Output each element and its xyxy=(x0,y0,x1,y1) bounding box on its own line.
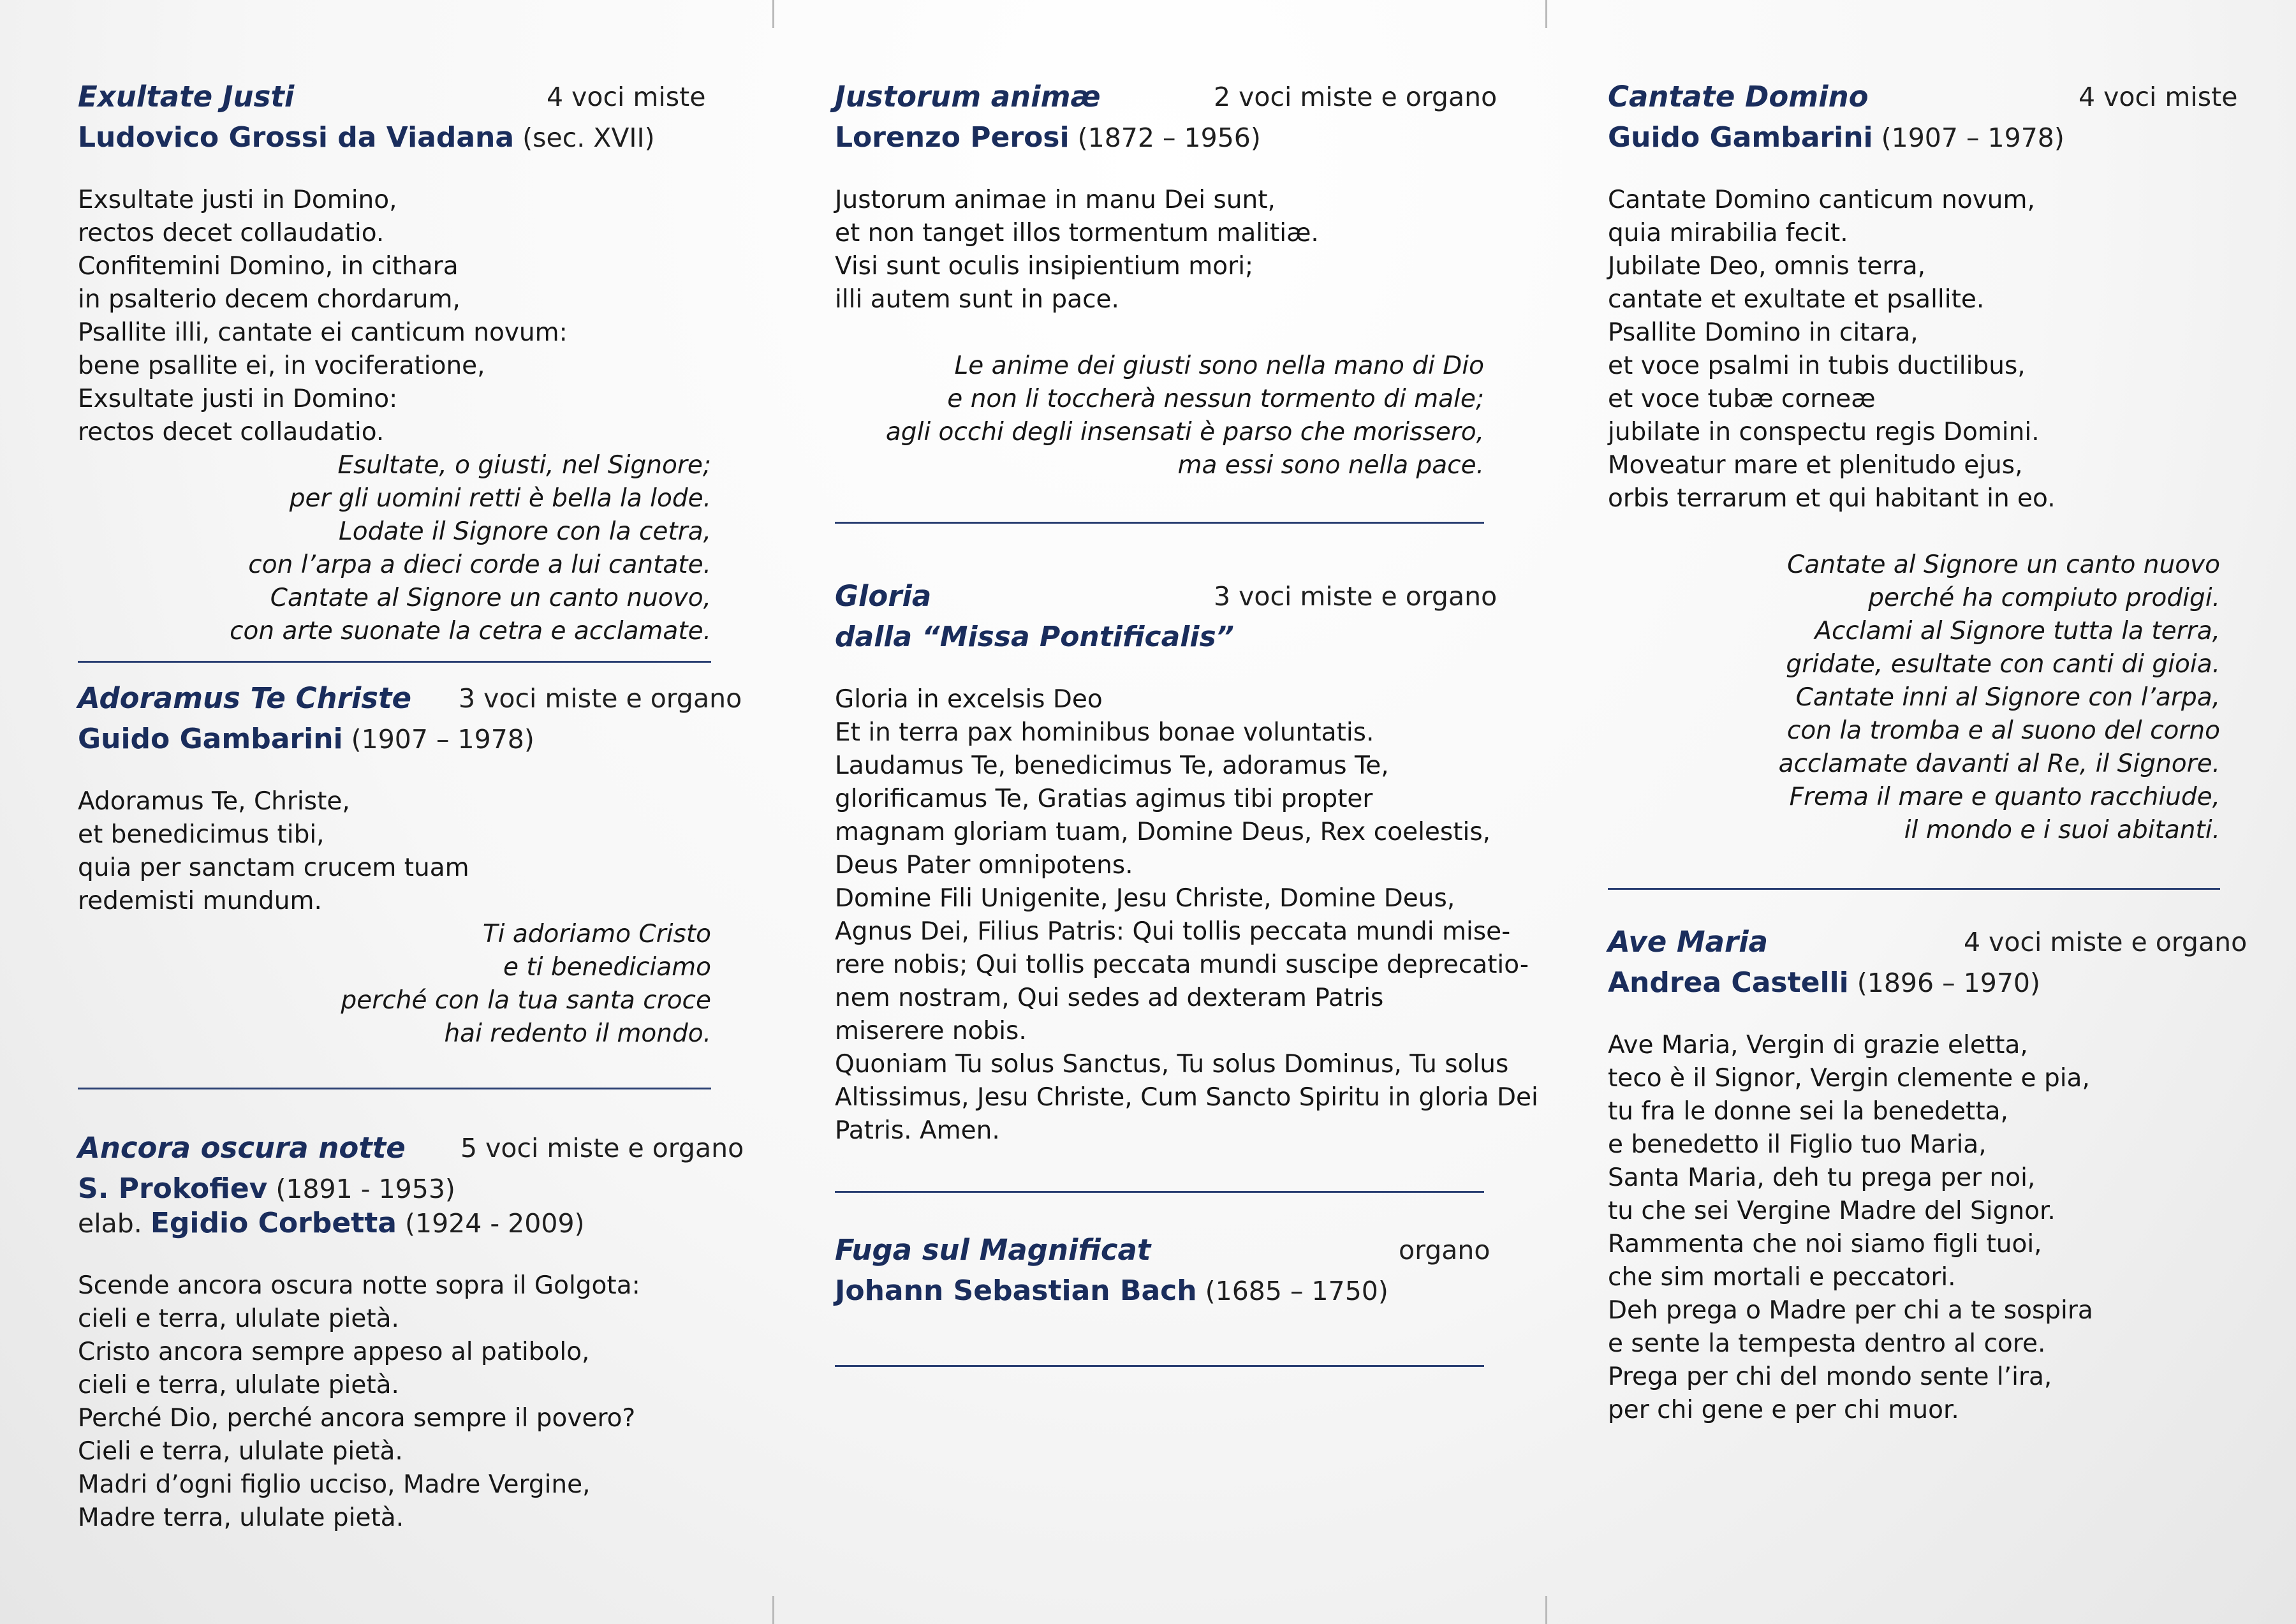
fold-mark-bottom-right xyxy=(1545,1596,1547,1624)
fold-mark-top-left xyxy=(772,0,774,28)
text-line: Scende ancora oscura notte sopra il Golgota: xyxy=(78,1271,640,1300)
text-line: rere nobis; Qui tollis peccata mundi suscipe deprecatio- xyxy=(835,950,1529,979)
text-line: gridate, esultate con canti di gioia. xyxy=(1786,650,2220,679)
text-line: et non tanget illos tormentum malitiæ. xyxy=(835,219,1319,247)
text-line: per chi gene e per chi muor. xyxy=(1608,1396,1959,1424)
text-line: Moveatur mare et plenitudo ejus, xyxy=(1608,451,2023,480)
text-line: Ti adoriamo Cristo xyxy=(482,920,711,949)
arranger-prefix: elab. xyxy=(78,1208,142,1239)
text-line: Visi sunt oculis insipientium mori; xyxy=(835,252,1254,281)
column-2 xyxy=(835,77,1538,1367)
text-line: Cantate al Signore un canto nuovo xyxy=(1787,550,2220,579)
column-1 xyxy=(78,77,744,1535)
piece-title: Ave Maria xyxy=(1608,925,1769,959)
separator-line xyxy=(78,661,711,663)
text-line: Laudamus Te, benedicimus Te, adoramus Te, xyxy=(835,751,1389,780)
text-line: cieli e terra, ululate pietà. xyxy=(78,1371,399,1399)
italian-translation xyxy=(835,350,1484,482)
text-line: quia mirabilia fecit. xyxy=(1608,219,1848,247)
text-line: acclamate davanti al Re, il Signore. xyxy=(1778,749,2220,778)
piece-ancora-oscura-notte xyxy=(78,1128,744,1535)
text-line: Domine Fili Unigenite, Jesu Christe, Domine Deus, xyxy=(835,884,1455,913)
text-line: tu fra le donne sei la benedetta, xyxy=(1608,1097,2008,1126)
text-line: hai redento il mondo. xyxy=(444,1019,711,1048)
piece-title: Adoramus Te Christe xyxy=(78,681,412,715)
text-line: perché ha compiuto prodigi. xyxy=(1868,584,2220,612)
composer-line xyxy=(78,117,711,158)
lyrics-text xyxy=(1608,1029,2220,1427)
composer-name: Ludovico Grossi da Viadana xyxy=(78,121,515,154)
text-line: rectos decet collaudatio. xyxy=(78,219,385,247)
composer-years: (1872 – 1956) xyxy=(1077,122,1261,153)
piece-title: Gloria xyxy=(835,579,932,613)
latin-text xyxy=(78,785,711,918)
separator-line xyxy=(835,1365,1484,1367)
text-line: jubilate in conspectu regis Domini. xyxy=(1608,418,2040,447)
piece-gloria xyxy=(835,576,1538,1193)
text-line: et voce psalmi in tubis ductilibus, xyxy=(1608,351,2026,380)
text-line: Jubilate Deo, omnis terra, xyxy=(1608,252,1925,281)
text-line: Prega per chi del mondo sente l’ira, xyxy=(1608,1362,2052,1391)
text-line: Exsultate justi in Domino, xyxy=(78,186,397,214)
text-line: bene psallite ei, in vociferatione, xyxy=(78,351,485,380)
text-line: ma essi sono nella pace. xyxy=(1177,451,1484,480)
piece-title: Ancora oscura notte xyxy=(78,1131,406,1165)
text-line: con arte suonate la cetra e acclamate. xyxy=(230,617,711,646)
text-line: Psallite Domino in citara, xyxy=(1608,318,1918,347)
text-line: perché con la tua santa croce xyxy=(341,986,711,1015)
text-line: Adoramus Te, Christe, xyxy=(78,787,350,816)
text-line: agli occhi degli insensati è parso che morissero, xyxy=(885,418,1484,447)
text-line: et voce tubæ corneæ xyxy=(1608,385,1876,413)
lyrics-text xyxy=(78,1269,711,1535)
text-line: in psalterio decem chordarum, xyxy=(78,285,460,314)
separator-line xyxy=(1608,888,2220,890)
piece-voices: 2 voci miste e organo xyxy=(1214,82,1498,112)
composer-years: (1685 – 1750) xyxy=(1205,1276,1388,1306)
piece-justorum-animae xyxy=(835,77,1498,524)
piece-title: Exultate Justi xyxy=(78,80,295,114)
text-line: magnam gloriam tuam, Domine Deus, Rex coelestis, xyxy=(835,818,1491,846)
composer-name: Lorenzo Perosi xyxy=(835,121,1070,154)
composer-name: Guido Gambarini xyxy=(78,723,343,755)
composer-line xyxy=(835,1271,1484,1311)
text-line: Cantate al Signore un canto nuovo, xyxy=(270,584,711,612)
text-line: Agnus Dei, Filius Patris: Qui tollis peccata mundi mise- xyxy=(835,917,1511,946)
text-line: per gli uomini retti è bella la lode. xyxy=(289,484,711,513)
text-line: et benedicimus tibi, xyxy=(78,820,325,849)
text-line: Esultate, o giusti, nel Signore; xyxy=(337,451,711,480)
text-line: Patris. Amen. xyxy=(835,1116,1000,1145)
text-line: Acclami al Signore tutta la terra, xyxy=(1814,617,2220,646)
text-line: con l’arpa a dieci corde a lui cantate. xyxy=(248,550,711,579)
text-line: Altissimus, Jesu Christe, Cum Sancto Spiritu in gloria Dei xyxy=(835,1083,1538,1112)
text-line: Cristo ancora sempre appeso al patibolo, xyxy=(78,1338,590,1366)
text-line: Cantate inni al Signore con l’arpa, xyxy=(1795,683,2220,712)
text-line: rectos decet collaudatio. xyxy=(78,418,385,447)
composer-name: Johann Sebastian Bach xyxy=(835,1274,1197,1307)
text-line: Frema il mare e quanto racchiude, xyxy=(1789,783,2220,811)
text-line: cieli e terra, ululate pietà. xyxy=(78,1304,399,1333)
text-line: Lodate il Signore con la cetra, xyxy=(339,517,711,546)
arranger-line xyxy=(78,1203,711,1244)
fold-mark-top-right xyxy=(1545,0,1547,28)
text-line: Exsultate justi in Domino: xyxy=(78,385,398,413)
text-line: illi autem sunt in pace. xyxy=(835,285,1119,314)
piece-fuga-sul-magnificat xyxy=(835,1230,1490,1367)
text-line: e benedetto il Figlio tuo Maria, xyxy=(1608,1130,1987,1159)
composer-line xyxy=(1608,117,2220,158)
composer-years: (sec. XVII) xyxy=(522,122,655,153)
piece-adoramus-te-christe xyxy=(78,678,742,1089)
separator-line xyxy=(78,1088,711,1089)
piece-voices: 5 voci miste e organo xyxy=(460,1133,744,1163)
piece-voices: 4 voci miste xyxy=(547,82,706,112)
text-line: Madri d’ogni figlio ucciso, Madre Vergine, xyxy=(78,1470,591,1499)
latin-text xyxy=(835,683,1538,1148)
text-line: Cieli e terra, ululate pietà. xyxy=(78,1437,403,1466)
composer-years: (1896 – 1970) xyxy=(1857,968,2041,998)
fold-mark-bottom-left xyxy=(772,1596,774,1624)
text-line: tu che sei Vergine Madre del Signor. xyxy=(1608,1197,2056,1225)
composer-name: S. Prokofiev xyxy=(78,1172,268,1205)
arranger-years: (1924 - 2009) xyxy=(404,1208,585,1239)
latin-text xyxy=(1608,184,2220,515)
piece-voices: organo xyxy=(1399,1235,1490,1266)
text-line: Le anime dei giusti sono nella mano di Dio xyxy=(954,351,1484,380)
text-line: Santa Maria, deh tu prega per noi, xyxy=(1608,1163,2036,1192)
arranger-name: Egidio Corbetta xyxy=(150,1207,397,1239)
composer-years: (1907 – 1978) xyxy=(1881,122,2064,153)
text-line: Et in terra pax hominibus bonae voluntatis. xyxy=(835,718,1374,747)
text-line: Confitemini Domino, in cithara xyxy=(78,252,459,281)
text-line: Cantate Domino canticum novum, xyxy=(1608,186,2035,214)
text-line: Ave Maria, Vergin di grazie eletta, xyxy=(1608,1031,2028,1059)
text-line: Psallite illi, cantate ei canticum novum: xyxy=(78,318,568,347)
piece-subtitle: dalla “Missa Pontificalis” xyxy=(835,621,1234,653)
text-line: redemisti mundum. xyxy=(78,887,322,915)
composer-name: Guido Gambarini xyxy=(1608,121,1873,154)
composer-line xyxy=(835,117,1484,158)
text-line: glorificamus Te, Gratias agimus tibi propter xyxy=(835,785,1373,813)
text-line: e ti benediciamo xyxy=(503,953,711,982)
text-line: Perché Dio, perché ancora sempre il povero? xyxy=(78,1404,636,1433)
separator-line xyxy=(835,1191,1484,1193)
piece-voices: 3 voci miste e organo xyxy=(459,683,742,714)
text-line: Justorum animae in manu Dei sunt, xyxy=(835,186,1276,214)
text-line: il mondo e i suoi abitanti. xyxy=(1904,816,2220,845)
composer-years: (1891 - 1953) xyxy=(276,1174,455,1204)
piece-cantate-domino xyxy=(1608,77,2238,890)
text-line: cantate et exultate et psallite. xyxy=(1608,285,1985,314)
text-line: con la tromba e al suono del corno xyxy=(1786,716,2220,745)
piece-title: Fuga sul Magnificat xyxy=(835,1233,1151,1267)
latin-text xyxy=(78,184,711,449)
composer-line xyxy=(78,719,711,760)
column-3 xyxy=(1608,77,2248,1427)
text-line: Deus Pater omnipotens. xyxy=(835,851,1133,880)
text-line: che sim mortali e peccatori. xyxy=(1608,1263,1956,1292)
text-line: Madre terra, ululate pietà. xyxy=(78,1503,404,1532)
text-line: Gloria in excelsis Deo xyxy=(835,685,1103,714)
composer-years: (1907 – 1978) xyxy=(351,724,534,755)
italian-translation xyxy=(78,918,711,1051)
separator-line xyxy=(835,522,1484,524)
piece-exultate-justi xyxy=(78,77,711,663)
italian-translation xyxy=(78,449,711,648)
text-line: Deh prega o Madre per chi a te sospira xyxy=(1608,1296,2093,1325)
composer-line xyxy=(1608,963,2220,1003)
piece-voices: 4 voci miste e organo xyxy=(1964,927,2248,957)
piece-title: Cantate Domino xyxy=(1608,80,1869,114)
piece-ave-maria xyxy=(1608,922,2248,1427)
text-line: Rammenta che noi siamo figli tuoi, xyxy=(1608,1230,2042,1259)
piece-voices: 3 voci miste e organo xyxy=(1214,581,1498,612)
piece-subtitle-line xyxy=(835,617,1484,658)
piece-voices: 4 voci miste xyxy=(2079,82,2238,112)
text-line: teco è il Signor, Vergin clemente e pia, xyxy=(1608,1064,2090,1093)
latin-text xyxy=(835,184,1484,316)
italian-translation xyxy=(1608,549,2220,847)
text-line: miserere nobis. xyxy=(835,1017,1027,1045)
piece-title: Justorum animæ xyxy=(835,80,1101,114)
text-line: quia per sanctam crucem tuam xyxy=(78,853,469,882)
composer-name: Andrea Castelli xyxy=(1608,966,1849,999)
text-line: e sente la tempesta dentro al core. xyxy=(1608,1329,2046,1358)
text-line: orbis terrarum et qui habitant in eo. xyxy=(1608,484,2056,513)
text-line: e non li toccherà nessun tormento di male; xyxy=(947,385,1484,413)
text-line: Quoniam Tu solus Sanctus, Tu solus Dominus, Tu solus xyxy=(835,1050,1509,1079)
text-line: nem nostram, Qui sedes ad dexteram Patris xyxy=(835,984,1384,1012)
